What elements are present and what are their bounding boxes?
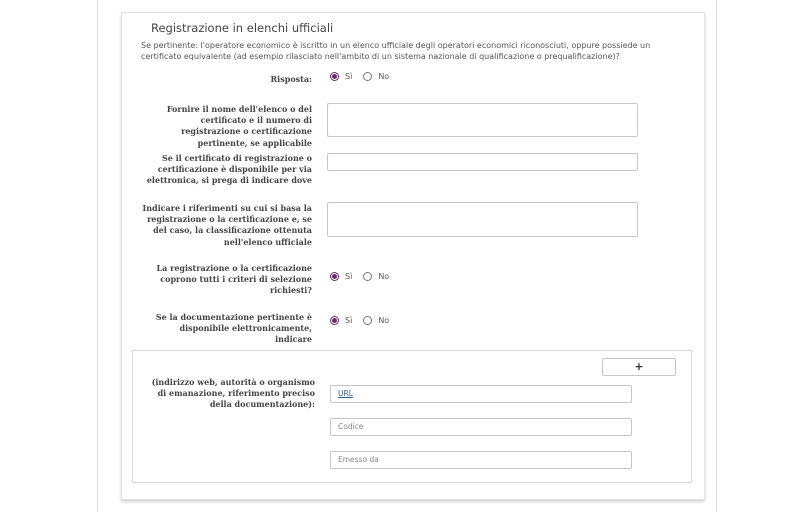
documentazione-option-no-label: No xyxy=(378,316,390,325)
nome-elenco-textarea[interactable] xyxy=(327,103,638,137)
documentazione-option-si[interactable] xyxy=(330,316,352,325)
criteri-option-si-label: Sì xyxy=(345,272,353,281)
documentazione-riferimento-label: (indirizzo web, autorità o organismo di emanazione, riferimento preciso della documentazione): xyxy=(151,377,315,410)
radio-unchecked-icon[interactable] xyxy=(363,316,372,325)
emesso-da-placeholder: Emesso da xyxy=(338,455,379,464)
certificato-elettronico-label: Se il certificato di registrazione o certificazione è disponibile per via elettronica, si prega di indicare dove xyxy=(146,153,312,186)
risposta-label: Risposta: xyxy=(270,74,312,84)
documentazione-option-si-label: Sì xyxy=(345,316,353,325)
risposta-option-no[interactable] xyxy=(363,72,389,81)
risposta-option-si-label: Sì xyxy=(345,72,353,81)
url-placeholder: URL xyxy=(338,389,353,398)
riferimenti-textarea[interactable] xyxy=(327,202,638,237)
radio-checked-icon[interactable] xyxy=(330,316,339,325)
criteri-selezione-radio-group xyxy=(330,272,400,281)
radio-unchecked-icon[interactable] xyxy=(363,272,372,281)
add-entry-button[interactable]: + xyxy=(602,358,676,376)
documentazione-label: Se la documentazione pertinente è disponibile elettronicamente, indicare xyxy=(155,312,312,345)
nome-elenco-label: Fornire il nome dell'elenco o del certificato e il numero di registrazione o certificazione pertinente, se applicabile xyxy=(166,104,312,148)
radio-checked-icon[interactable] xyxy=(330,72,339,81)
documentazione-radio-group xyxy=(330,316,400,325)
emesso-da-input[interactable] xyxy=(330,451,632,469)
risposta-option-si[interactable] xyxy=(330,72,352,81)
criteri-option-no[interactable] xyxy=(363,272,389,281)
codice-placeholder: Codice xyxy=(338,422,364,431)
radio-checked-icon[interactable] xyxy=(330,272,339,281)
criteri-selezione-label: La registrazione o la certificazione coprono tutti i criteri di selezione richiesti? xyxy=(156,263,312,296)
url-input[interactable] xyxy=(330,385,632,403)
section-title: Registrazione in elenchi ufficiali xyxy=(151,21,334,35)
certificato-elettronico-input[interactable] xyxy=(327,153,638,171)
criteri-option-si[interactable] xyxy=(330,272,352,281)
documentazione-option-no[interactable] xyxy=(363,316,389,325)
risposta-option-no-label: No xyxy=(378,72,390,81)
codice-input[interactable] xyxy=(330,418,632,436)
section-description: Se pertinente: l'operatore economico è iscritto in un elenco ufficiale degli operatori economici riconosciuti, oppure possiede un certificato equivalente (ad esempio rilasciato nell'ambito di un sistema nazionale di qualificazione o prequalificazione)? xyxy=(141,41,651,61)
radio-unchecked-icon[interactable] xyxy=(363,72,372,81)
riferimenti-label: Indicare i riferimenti su cui si basa la registrazione o la certificazione e, se del caso, la classificazione ottenuta nell'elenco ufficiale xyxy=(142,203,312,247)
criteri-option-no-label: No xyxy=(378,272,390,281)
risposta-radio-group xyxy=(330,72,400,81)
